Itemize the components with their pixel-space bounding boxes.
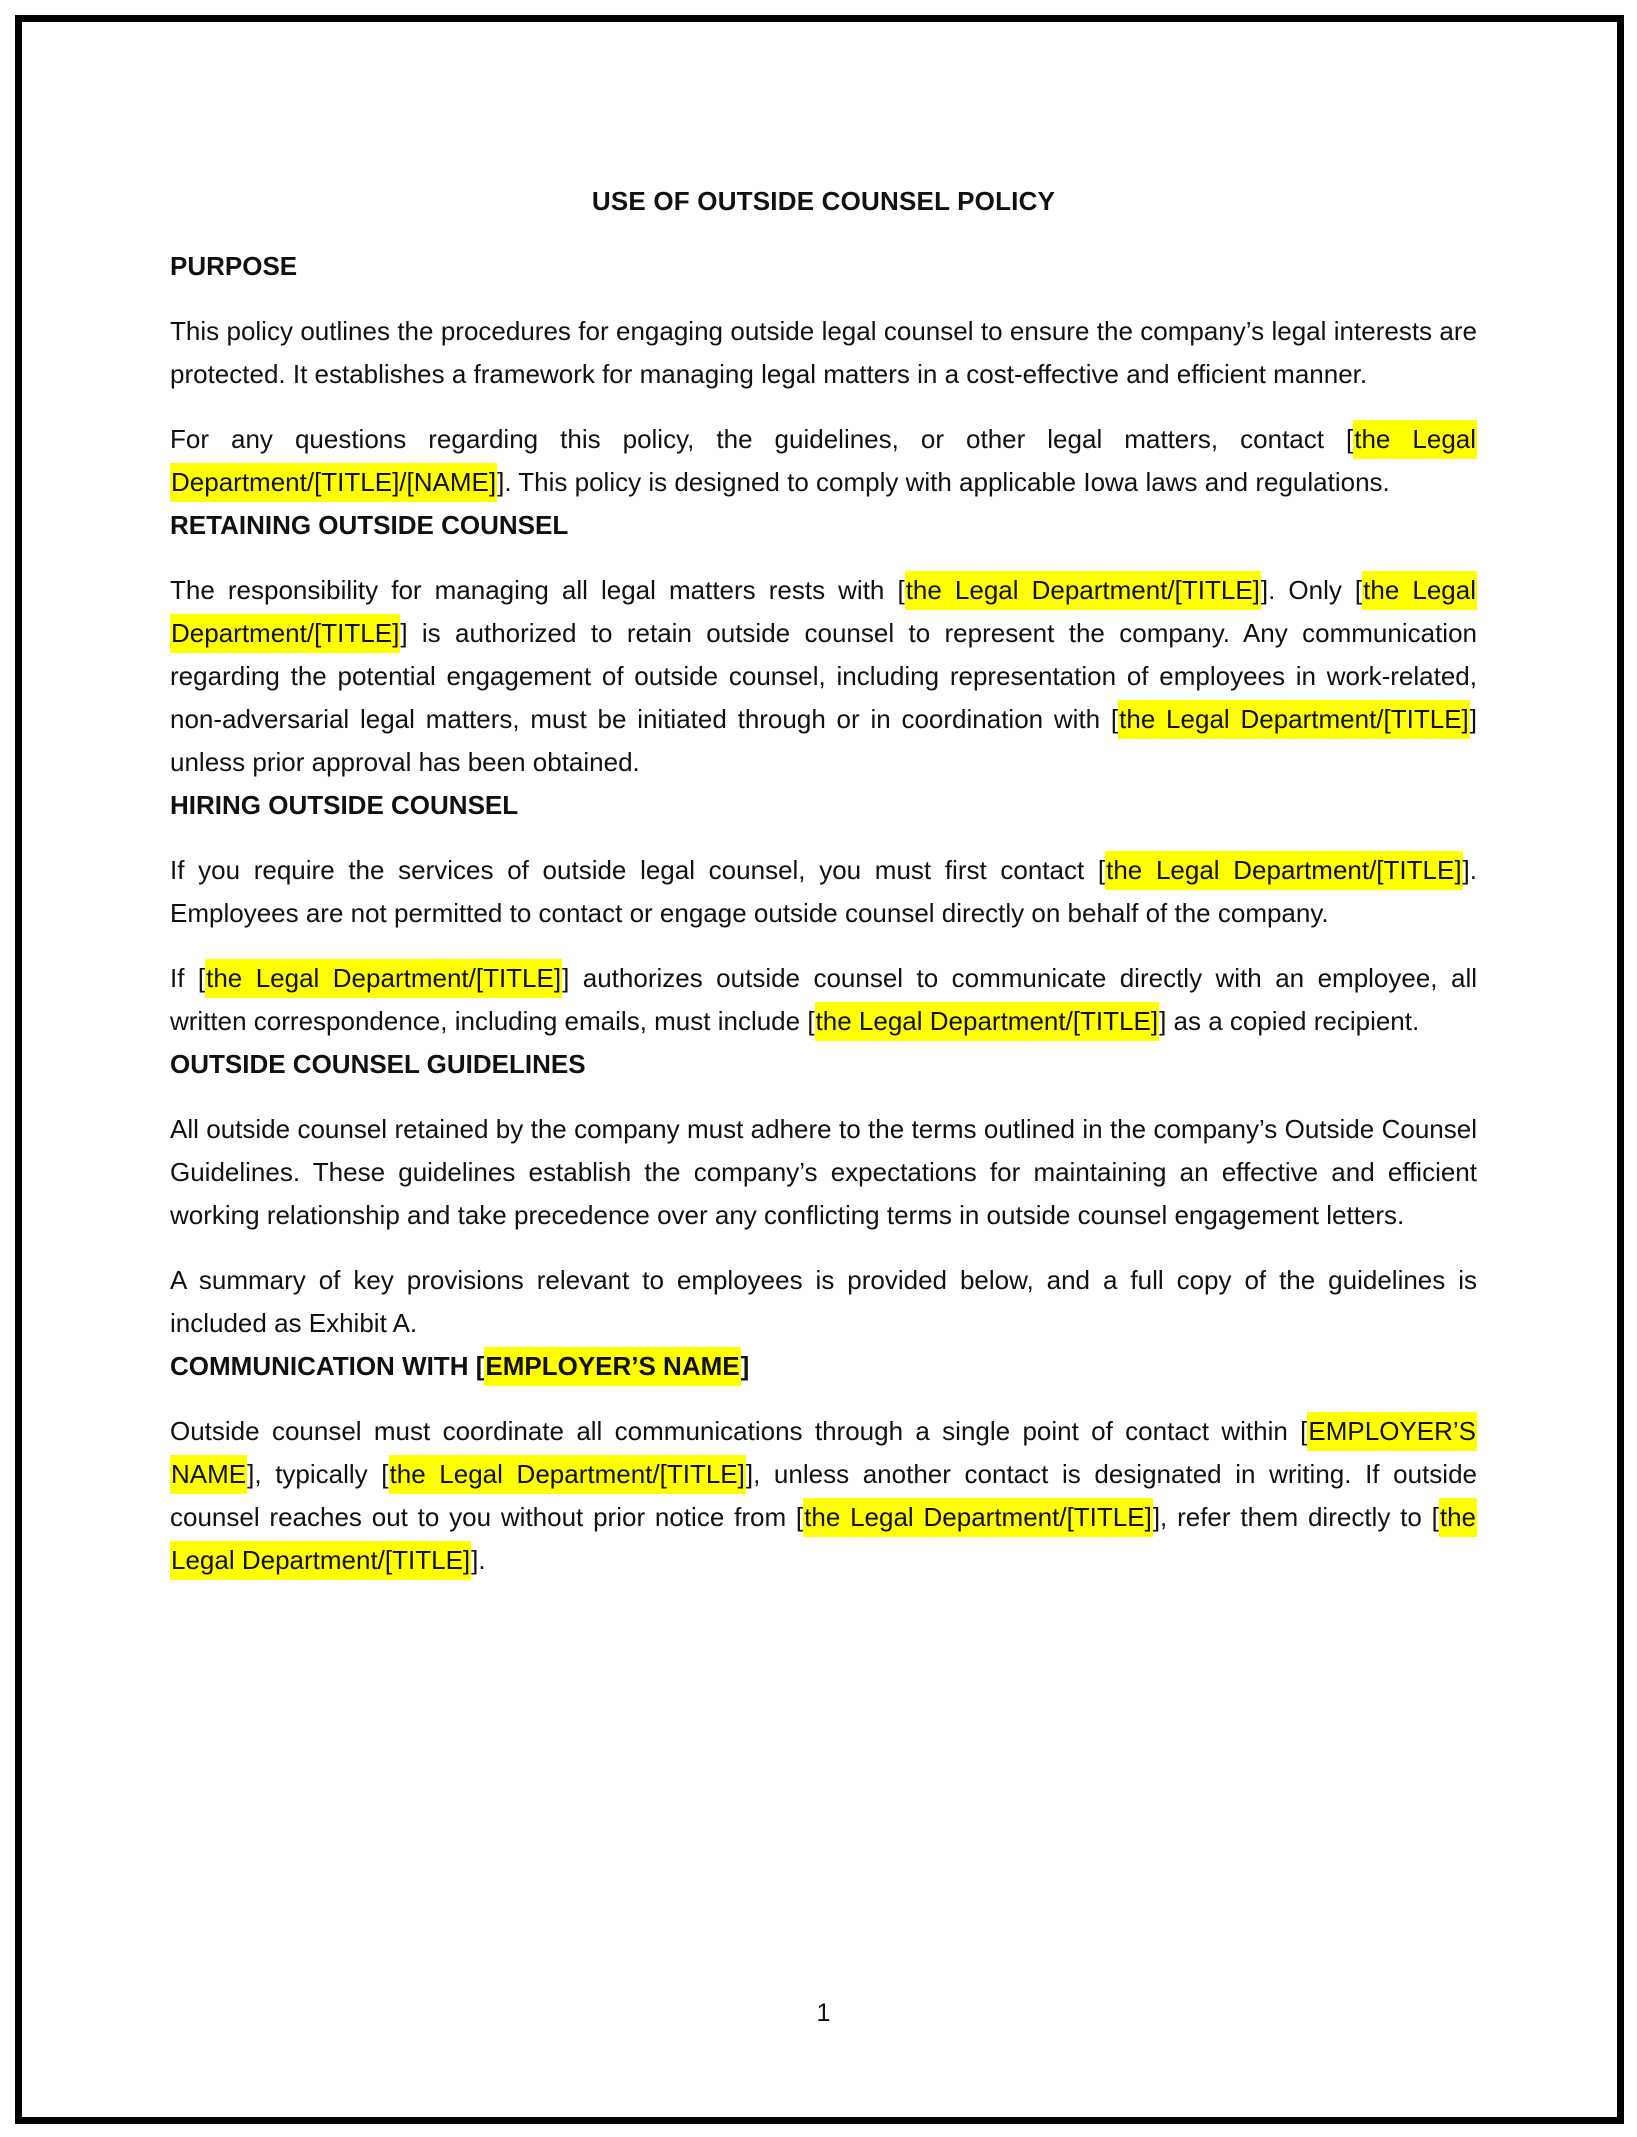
- text-run: For any questions regarding this policy, the guidelines, or other legal matters, contact [: [170, 424, 1354, 454]
- paragraph: [170, 849, 1477, 935]
- text-run: ]. Only [: [1260, 575, 1363, 605]
- heading-communication-with-employer: [170, 1345, 1477, 1388]
- document-content: [170, 180, 1477, 1582]
- paragraph: [170, 418, 1477, 504]
- heading-purpose: [170, 245, 1477, 288]
- paragraph: [170, 1259, 1477, 1345]
- heading-outside-counsel-guidelines: [170, 1043, 1477, 1086]
- text-run: ] authorizes outside counsel to communicate directly with an employee, all written correspondence, including emails, must include [: [170, 963, 1477, 1036]
- text-run: ]: [740, 1351, 750, 1381]
- highlighted-placeholder: EMPLOYER’S NAME: [170, 1412, 1477, 1494]
- highlighted-placeholder: the Legal Department/[TITLE]: [170, 1498, 1477, 1580]
- text-run: COMMUNICATION WITH [: [170, 1351, 485, 1381]
- text-run: ], unless another contact is designated in writing. If outside counsel reaches out to you without prior notice from [: [170, 1459, 1478, 1532]
- text-run: ], typically [: [247, 1459, 389, 1489]
- text-run: All outside counsel retained by the company must adhere to the terms outlined in the company’s Outside Counsel Guidelines. These guidelines establish the company’s expectations for maintaining an effective and efficient working relationship and take precedence over any conflicting terms in outside counsel engagement letters.: [170, 1114, 1477, 1230]
- section-retaining-outside-counsel: [170, 504, 1477, 784]
- highlighted-placeholder: the Legal Department/[TITLE]: [205, 959, 562, 998]
- highlighted-placeholder: the Legal Department/[TITLE]: [1118, 700, 1470, 739]
- section-outside-counsel-guidelines: [170, 1043, 1477, 1345]
- paragraph: [170, 569, 1477, 784]
- text-run: ] is authorized to retain outside counsel to represent the company. Any communication regarding the potential engagement of outside counsel, including representation of employees in work-related, non-adversarial legal matters, must be initiated through or in coordination with [: [170, 618, 1477, 734]
- text-run: ]. This policy is designed to comply with applicable Iowa laws and regulations.: [497, 467, 1390, 497]
- highlighted-placeholder: the Legal Department/[TITLE]: [1105, 851, 1462, 890]
- paragraph: [170, 1108, 1477, 1237]
- heading-retaining-outside-counsel: [170, 504, 1477, 547]
- text-run: PURPOSE: [170, 251, 298, 281]
- page-number: 1: [816, 1999, 831, 2027]
- highlighted-placeholder: the Legal Department/[TITLE]/[NAME]: [170, 420, 1477, 502]
- text-run: A summary of key provisions relevant to employees is provided below, and a full copy of the guidelines is included as Exhibit A.: [170, 1265, 1477, 1338]
- highlighted-placeholder: the Legal Department/[TITLE]: [389, 1455, 746, 1494]
- text-run: ]. Employees are not permitted to contact or engage outside counsel directly on behalf of the company.: [170, 855, 1477, 928]
- paragraph: [170, 957, 1477, 1043]
- document-title: USE OF OUTSIDE COUNSEL POLICY: [591, 186, 1056, 216]
- highlighted-placeholder: the Legal Department/[TITLE]: [905, 571, 1261, 610]
- text-run: ] as a copied recipient.: [1159, 1006, 1420, 1036]
- text-run: ], refer them directly to [: [1152, 1502, 1439, 1532]
- section-hiring-outside-counsel: [170, 784, 1477, 1043]
- text-run: ].: [471, 1545, 486, 1575]
- section-purpose: [170, 245, 1477, 504]
- heading-hiring-outside-counsel: [170, 784, 1477, 827]
- section-communication-with-employer: [170, 1345, 1477, 1582]
- text-run: If [: [170, 963, 206, 993]
- highlighted-placeholder: the Legal Department/[TITLE]: [815, 1002, 1160, 1041]
- highlighted-placeholder: the Legal Department/[TITLE]: [170, 571, 1477, 653]
- highlighted-placeholder: the Legal Department/[TITLE]: [803, 1498, 1153, 1537]
- text-run: HIRING OUTSIDE COUNSEL: [170, 790, 519, 820]
- text-run: ] unless prior approval has been obtained.: [170, 704, 1477, 777]
- text-run: OUTSIDE COUNSEL GUIDELINES: [170, 1049, 586, 1079]
- text-run: This policy outlines the procedures for engaging outside legal counsel to ensure the company’s legal interests are protected. It establishes a framework for managing legal matters in a cost-effective and efficient manner.: [170, 316, 1477, 389]
- text-run: If you require the services of outside legal counsel, you must first contact [: [170, 855, 1106, 885]
- paragraph: [170, 1410, 1477, 1582]
- highlighted-placeholder: EMPLOYER’S NAME: [484, 1347, 740, 1386]
- text-run: The responsibility for managing all legal matters rests with [: [170, 575, 905, 605]
- text-run: Outside counsel must coordinate all communications through a single point of contact within [: [170, 1416, 1308, 1446]
- text-run: RETAINING OUTSIDE COUNSEL: [170, 510, 569, 540]
- paragraph: [170, 310, 1477, 396]
